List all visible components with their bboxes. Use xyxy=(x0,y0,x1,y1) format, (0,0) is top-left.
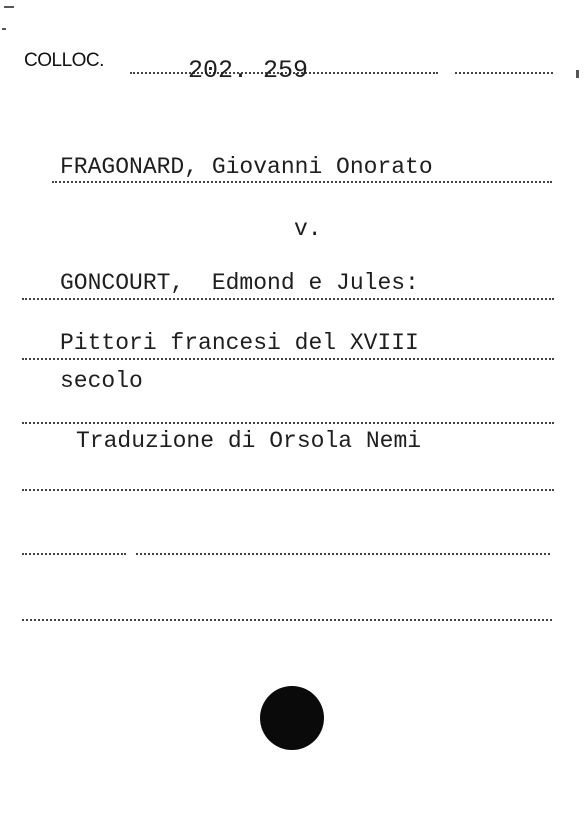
separator-dotted-line xyxy=(22,422,554,424)
title-line-1: Pittori francesi del XVIII xyxy=(60,330,419,356)
empty-dotted-line-3 xyxy=(22,619,552,621)
translator-line: Traduzione di Orsola Nemi xyxy=(76,428,422,454)
author-line: GONCOURT, Edmond e Jules: xyxy=(60,270,419,296)
empty-dotted-line-1 xyxy=(22,489,554,491)
colloc-dotted-line-end xyxy=(455,72,553,74)
colloc-label: COLLOC. xyxy=(24,50,104,71)
punch-hole xyxy=(260,686,324,750)
see-reference: v. xyxy=(294,216,322,242)
shelfmark: 202. 259 xyxy=(188,56,309,85)
scan-mark-left xyxy=(2,28,6,30)
empty-dotted-line-2a xyxy=(22,553,126,555)
subject-heading: FRAGONARD, Giovanni Onorato xyxy=(60,154,433,180)
title-dotted-line xyxy=(22,358,554,360)
title-line-2: secolo xyxy=(60,368,143,394)
author-dotted-line xyxy=(22,298,554,300)
subject-dotted-line xyxy=(52,181,552,183)
scan-mark-right xyxy=(576,70,579,78)
empty-dotted-line-2b xyxy=(136,553,550,555)
scan-mark-top-left xyxy=(4,6,14,8)
